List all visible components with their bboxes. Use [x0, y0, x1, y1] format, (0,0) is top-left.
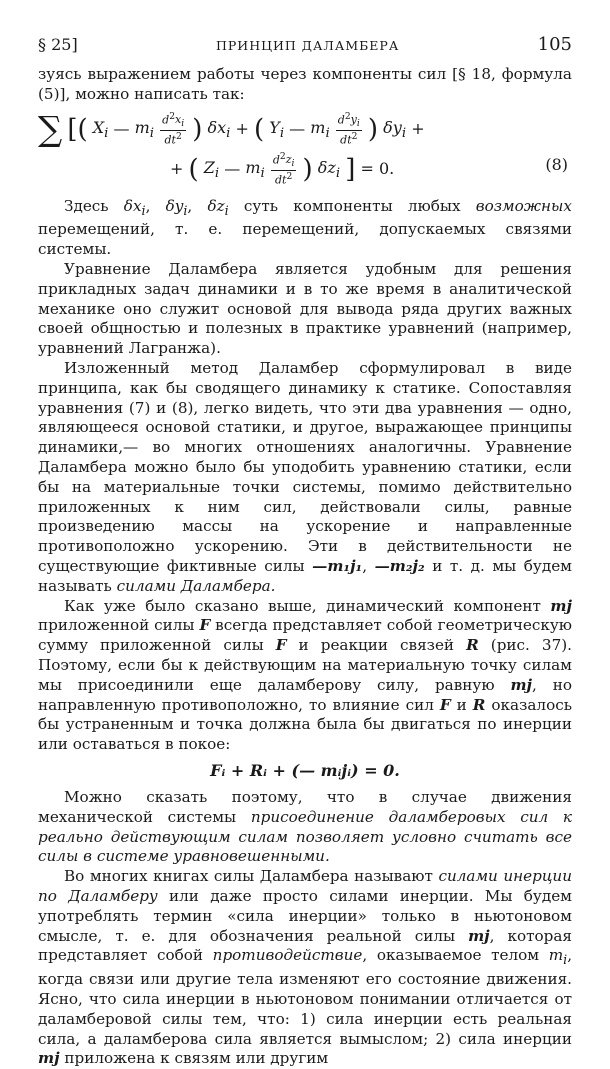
running-head	[38, 34, 572, 55]
section-ref: § 25]	[38, 35, 78, 54]
paragraph-3: Уравнение Даламбера является удобным для решения прикладных задач динамики и в то же время в аналитической механике оно служит основой для вывода ряда других важных своей общностью и полезных в практике уравнений (например, уравнений Лагранжа).	[38, 260, 572, 358]
paragraph-6: Можно сказать поэтому, что в случае движения механической системы присоединение даламберовых сил к реально действующим силам позволяет условно считать все силы в системе уравновешенными.	[38, 787, 572, 866]
paragraph-5: Как уже было сказано выше, динамический компонент mj приложенной силы F всегда представляет собой геометрическую сумму приложенной силы F и реакции связей R (рис. 37). Поэтому, если бы к действующим на материальную точку силам мы присоединили еще даламберову силу, равную mj, но направленную противоположно, то влияние сил F и R оказалось бы устраненным и точка должна была бы двигаться по инерции или оставаться в покое:	[38, 596, 573, 754]
page-number: 105	[537, 34, 572, 55]
paragraph-2: Здесь $\delta x_i$, $\delta y_i$, $\delta z_i$ суть компоненты любых возможных перемещений, т. е. перемещений, допускаемых связями системы.	[38, 196, 572, 259]
chapter-title: ПРИНЦИП ДАЛАМБЕРА	[216, 38, 400, 53]
paragraph-7: Во многих книгах силы Даламбера называют силами инерции по Даламберу или даже просто силами инерции. Мы будем употреблять термин «сила инерции» только в ньютоновом смысле, т. е. для обозначения реальной силы mj, которая представляет собой противодействие, оказываемое телом $m_i$, когда связи или другие тела изменяют его состояние движения. Ясно, что сила инерции в ньютоновом понимании отличается от даламберовой силы тем, что: 1) сила инерции есть реальная сила, а даламберова сила является вымыслом; 2) сила инерции mj приложена к связям или другим	[38, 867, 573, 1068]
equation-balance: Fᵢ + Rᵢ + (— mᵢjᵢ) = 0.	[210, 760, 400, 780]
paragraph-4: Изложенный метод Даламбер сформулировал в виде принципа, как бы сводящего динамику к статике. Сопоставляя уравнения (7) и (8), легко видеть, что эти два уравнения — одно, являющееся основой статики, и другое, выражающее принципы динамики,— во многих отношениях аналогичны. Уравнение Даламбера можно было бы уподобить уравнению статики, если бы на материальные точки системы, помимо действительно приложенных к ним сил, действовали силы, равные произведению массы на ускорение и направленные противоположно ускорению. Эти в действительности не существующие фиктивные силы —m₁j₁, —m₂j₂ и т. д. мы будем называть силами Даламбера.	[38, 359, 573, 595]
paragraph-1: зуясь выражением работы через компоненты сил [§ 18, формула (5)], можно написать так:	[38, 65, 572, 103]
equation-8-line-2: + ( $Z_i$ — $m_i$ $\frac{d^2z_i}{dt^2}$ ) $\delta z_i$ ] = 0.	[170, 150, 395, 188]
equation-8	[38, 109, 572, 189]
equation-number: (8)	[545, 154, 568, 174]
equation-8-line-1: ∑ [( $X_i$ — $m_i$ $\frac{d^2x_i}{dt^2}$ ) $\delta x_i$ + ( $Y_i$ — $m_i$ $\frac{d^2y_i}{dt^2}$ ) $\delta y_i$ +	[38, 108, 425, 149]
